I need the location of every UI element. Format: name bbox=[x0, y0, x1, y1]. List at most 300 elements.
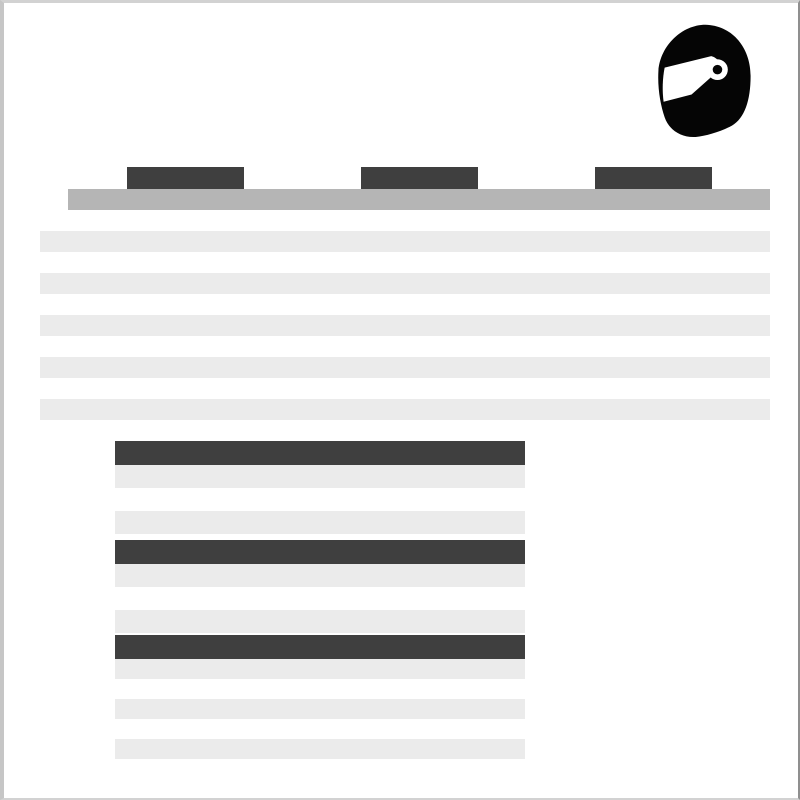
measurement-cell bbox=[185, 399, 244, 420]
helmet-value-cell bbox=[359, 679, 406, 699]
gloves-header bbox=[55, 540, 525, 564]
helmet-standard-label bbox=[55, 679, 115, 699]
measurement-cell bbox=[361, 294, 420, 315]
measurement-cell bbox=[244, 378, 303, 399]
helmet-size-cell bbox=[406, 739, 453, 759]
gloves-row bbox=[55, 564, 525, 587]
shoes-values-row bbox=[115, 511, 525, 534]
gloves-value-cell bbox=[243, 610, 307, 633]
row-label bbox=[40, 210, 68, 231]
gloves-value-cell bbox=[179, 610, 243, 633]
measurement-cell bbox=[302, 315, 361, 336]
measurement-cell bbox=[536, 252, 595, 273]
measurement-cell bbox=[361, 273, 420, 294]
measurement-cell bbox=[595, 252, 654, 273]
measurement-cell bbox=[361, 210, 420, 231]
measurement-cell bbox=[244, 357, 303, 378]
measurement-cell bbox=[361, 357, 420, 378]
measurement-cell bbox=[419, 252, 478, 273]
shoes-value-cell bbox=[279, 465, 306, 488]
measurement-cell bbox=[419, 210, 478, 231]
spacer-cell bbox=[55, 540, 115, 564]
helmet-value-cell bbox=[312, 759, 359, 779]
row-label bbox=[40, 315, 68, 336]
helmet-size-cell bbox=[312, 659, 359, 679]
measurement-cell bbox=[302, 336, 361, 357]
shoes-value-cell bbox=[252, 511, 279, 534]
helmet-sizes-grid bbox=[115, 739, 525, 759]
measurement-cell bbox=[478, 399, 537, 420]
helmet-values-row bbox=[55, 719, 525, 739]
measurement-cell bbox=[653, 231, 712, 252]
shoes-section-title bbox=[115, 441, 525, 465]
shoes-value-cell bbox=[142, 488, 169, 511]
spacer-cell bbox=[453, 759, 525, 779]
helmet-value-cell bbox=[265, 679, 312, 699]
gloves-value-cell bbox=[307, 564, 371, 587]
measurement-cell bbox=[302, 399, 361, 420]
size-group-xl bbox=[478, 167, 595, 189]
gloves-row-label bbox=[55, 587, 115, 610]
measurement-cell bbox=[185, 252, 244, 273]
size-cell bbox=[595, 189, 654, 210]
measurement-cell bbox=[536, 231, 595, 252]
measurement-cell bbox=[653, 336, 712, 357]
shoes-value-cell bbox=[279, 488, 306, 511]
size-cell bbox=[653, 189, 712, 210]
row-label bbox=[40, 273, 68, 294]
gloves-value-cell bbox=[435, 564, 499, 587]
helmet-standard-label bbox=[55, 719, 115, 739]
measurement-cell bbox=[127, 294, 186, 315]
helmet-size-cell bbox=[218, 659, 265, 679]
measurement-cell bbox=[419, 336, 478, 357]
measurement-cell bbox=[478, 357, 537, 378]
gloves-values-row bbox=[115, 610, 525, 633]
shoes-row-label bbox=[55, 465, 115, 488]
shoes-value-cell bbox=[306, 488, 333, 511]
measurement-cell bbox=[302, 231, 361, 252]
helmet-sizes-row bbox=[55, 659, 525, 679]
measurement-cell bbox=[302, 294, 361, 315]
shoes-value-cell bbox=[334, 511, 361, 534]
helmet-value-cell bbox=[359, 759, 406, 779]
shoes-value-cell bbox=[115, 465, 142, 488]
gloves-value-cell bbox=[371, 587, 435, 610]
helmet-size-cell bbox=[218, 699, 265, 719]
gloves-value-cell bbox=[179, 564, 243, 587]
measurement-cell bbox=[185, 210, 244, 231]
measurement-cell bbox=[478, 210, 537, 231]
measurement-cell bbox=[185, 378, 244, 399]
measurement-cell bbox=[361, 231, 420, 252]
measurement-cell bbox=[185, 336, 244, 357]
helmet-size-cell bbox=[265, 659, 312, 679]
row-label bbox=[40, 252, 68, 273]
measurement-cell bbox=[419, 231, 478, 252]
measurement-cell bbox=[595, 294, 654, 315]
measurement-cell bbox=[536, 294, 595, 315]
measurement-cell bbox=[595, 231, 654, 252]
size-cell bbox=[536, 189, 595, 210]
shoes-value-cell bbox=[170, 511, 197, 534]
helmet-values-grid bbox=[115, 679, 525, 699]
measurement-cell bbox=[419, 357, 478, 378]
gloves-values-row bbox=[115, 564, 525, 587]
measurement-cell bbox=[127, 210, 186, 231]
measurement-cell bbox=[361, 315, 420, 336]
helmet-size-cell bbox=[359, 659, 406, 679]
measurement-cell bbox=[127, 231, 186, 252]
measurement-cell bbox=[712, 273, 771, 294]
gloves-section-title bbox=[115, 540, 525, 564]
size-cell bbox=[478, 189, 537, 210]
measurement-cell bbox=[127, 399, 186, 420]
helmet-value-cell bbox=[171, 759, 218, 779]
shoes-size-table bbox=[55, 441, 525, 534]
measurement-cell bbox=[302, 357, 361, 378]
shoes-value-cell bbox=[142, 465, 169, 488]
measurement-cell bbox=[712, 378, 771, 399]
shoes-value-cell bbox=[306, 465, 333, 488]
measurement-cell bbox=[653, 210, 712, 231]
spacer-cell bbox=[40, 167, 127, 189]
gloves-value-cell bbox=[435, 610, 499, 633]
helmet-size-table bbox=[55, 635, 525, 779]
measurement-cell bbox=[712, 315, 771, 336]
shoes-value-cell bbox=[388, 465, 415, 488]
measurement-cell bbox=[712, 252, 771, 273]
shoes-value-cell bbox=[498, 465, 525, 488]
shoes-value-cell bbox=[334, 465, 361, 488]
row-label bbox=[40, 231, 68, 252]
row-label bbox=[40, 378, 68, 399]
measurement-cell bbox=[302, 210, 361, 231]
racing-helmet-icon bbox=[650, 22, 758, 138]
shoes-value-cell bbox=[252, 488, 279, 511]
shoes-values-row bbox=[115, 488, 525, 511]
measurement-cell bbox=[361, 378, 420, 399]
measurement-cell bbox=[653, 399, 712, 420]
measurement-cell bbox=[536, 210, 595, 231]
helmet-sizes-row bbox=[55, 739, 525, 759]
shoes-value-cell bbox=[498, 488, 525, 511]
shoes-value-cell bbox=[416, 511, 443, 534]
measurement-cell bbox=[68, 231, 127, 252]
row-label bbox=[40, 294, 68, 315]
shoes-values-row bbox=[115, 465, 525, 488]
measurement-cell bbox=[127, 315, 186, 336]
spacer-cell bbox=[453, 659, 525, 679]
measurement-cell bbox=[536, 357, 595, 378]
helmet-size-cell bbox=[171, 699, 218, 719]
measurement-row-g bbox=[40, 336, 770, 357]
measurement-cell bbox=[419, 378, 478, 399]
size-cell bbox=[419, 189, 478, 210]
measurement-cell bbox=[68, 273, 127, 294]
helmet-value-cell bbox=[171, 679, 218, 699]
measurement-cell bbox=[68, 294, 127, 315]
size-group-l bbox=[361, 167, 478, 189]
measurement-cell bbox=[68, 315, 127, 336]
spacer-cell bbox=[55, 699, 115, 719]
row-label bbox=[40, 357, 68, 378]
measurement-cell bbox=[185, 315, 244, 336]
row-label bbox=[40, 399, 68, 420]
spacer-cell bbox=[115, 699, 171, 719]
spacer-cell bbox=[499, 610, 525, 633]
helmet-size-cell bbox=[359, 739, 406, 759]
size-cell bbox=[361, 189, 420, 210]
measurement-cell bbox=[127, 357, 186, 378]
size-header-row bbox=[40, 189, 770, 210]
helmet-values-grid bbox=[115, 759, 525, 779]
shoes-value-cell bbox=[142, 511, 169, 534]
shoes-header bbox=[55, 441, 525, 465]
measurement-cell bbox=[595, 336, 654, 357]
spacer-cell bbox=[55, 739, 115, 759]
shoes-value-cell bbox=[470, 465, 497, 488]
measurement-cell bbox=[653, 378, 712, 399]
shoes-value-cell bbox=[470, 511, 497, 534]
measurement-cell bbox=[361, 399, 420, 420]
shoes-value-cell bbox=[361, 511, 388, 534]
gloves-row bbox=[55, 587, 525, 610]
helmet-value-cell bbox=[312, 679, 359, 699]
helmet-value-cell bbox=[265, 759, 312, 779]
measurement-row-e bbox=[40, 294, 770, 315]
helmet-sizes-grid bbox=[115, 699, 525, 719]
spacer-cell bbox=[499, 564, 525, 587]
helmet-size-cell bbox=[265, 699, 312, 719]
measurement-cell bbox=[68, 252, 127, 273]
spacer-cell bbox=[55, 659, 115, 679]
measurement-cell bbox=[712, 357, 771, 378]
size-group-s bbox=[127, 167, 244, 189]
measurement-cell bbox=[712, 399, 771, 420]
shoes-value-cell bbox=[416, 465, 443, 488]
measurement-row-i bbox=[40, 378, 770, 399]
measurement-cell bbox=[244, 252, 303, 273]
helmet-value-cell bbox=[218, 679, 265, 699]
measurement-cell bbox=[185, 294, 244, 315]
gloves-values-row bbox=[115, 587, 525, 610]
measurement-cell bbox=[712, 210, 771, 231]
measurement-cell bbox=[244, 399, 303, 420]
measurement-cell bbox=[68, 210, 127, 231]
helmet-value-cell bbox=[406, 759, 453, 779]
measurement-cell bbox=[68, 357, 127, 378]
measurement-cell bbox=[595, 273, 654, 294]
measurement-cell bbox=[419, 399, 478, 420]
measurement-cell bbox=[127, 273, 186, 294]
measurement-row-a bbox=[40, 210, 770, 231]
gloves-value-cell bbox=[435, 587, 499, 610]
shoes-value-cell bbox=[170, 465, 197, 488]
size-cell bbox=[712, 189, 771, 210]
measurement-cell bbox=[127, 336, 186, 357]
measurement-row-h bbox=[40, 357, 770, 378]
measurement-cell bbox=[653, 273, 712, 294]
measurement-cell bbox=[712, 294, 771, 315]
gloves-row-label bbox=[55, 564, 115, 587]
measurement-cell bbox=[185, 357, 244, 378]
shoes-value-cell bbox=[443, 511, 470, 534]
measurement-cell bbox=[419, 273, 478, 294]
helmet-value-cell bbox=[218, 719, 265, 739]
helmet-size-cell bbox=[312, 739, 359, 759]
size-cell bbox=[127, 189, 186, 210]
helmet-sizes-grid bbox=[115, 659, 525, 679]
measurement-cell bbox=[244, 315, 303, 336]
measurement-legend bbox=[537, 447, 799, 452]
measurement-cell bbox=[536, 336, 595, 357]
measurement-cell bbox=[536, 378, 595, 399]
measurement-cell bbox=[653, 357, 712, 378]
lower-size-tables bbox=[55, 441, 525, 779]
spacer-cell bbox=[453, 739, 525, 759]
shoes-row-label bbox=[55, 511, 115, 534]
helmet-value-cell bbox=[265, 719, 312, 739]
size-cell bbox=[302, 189, 361, 210]
measurement-cell bbox=[302, 378, 361, 399]
helmet-value-cell bbox=[406, 679, 453, 699]
shoes-row bbox=[55, 465, 525, 488]
measurement-cell bbox=[302, 273, 361, 294]
gloves-row bbox=[55, 610, 525, 633]
shoes-value-cell bbox=[197, 511, 224, 534]
helmet-unit-prefix bbox=[115, 759, 171, 779]
textile-size-table bbox=[40, 167, 770, 420]
spacer-cell bbox=[712, 167, 771, 189]
helmet-section-title bbox=[115, 635, 525, 659]
measurement-cell bbox=[244, 336, 303, 357]
shoes-value-cell bbox=[224, 465, 251, 488]
shoes-value-cell bbox=[252, 465, 279, 488]
shoes-value-cell bbox=[170, 488, 197, 511]
measurement-cell bbox=[478, 315, 537, 336]
helmet-value-cell bbox=[406, 719, 453, 739]
measurement-cell bbox=[653, 252, 712, 273]
shoes-value-cell bbox=[443, 488, 470, 511]
measurement-cell bbox=[302, 252, 361, 273]
measurement-row-c bbox=[40, 252, 770, 273]
spacer-cell bbox=[115, 659, 171, 679]
measurement-cell bbox=[244, 294, 303, 315]
shoes-value-cell bbox=[361, 465, 388, 488]
shoes-value-cell bbox=[334, 488, 361, 511]
gloves-value-cell bbox=[307, 610, 371, 633]
measurement-cell bbox=[536, 399, 595, 420]
row-label bbox=[40, 336, 68, 357]
gloves-value-cell bbox=[371, 610, 435, 633]
shoes-value-cell bbox=[470, 488, 497, 511]
size-cell bbox=[244, 189, 303, 210]
gloves-value-cell bbox=[243, 564, 307, 587]
shoes-value-cell bbox=[279, 511, 306, 534]
measurement-cell bbox=[478, 294, 537, 315]
shoes-row-label bbox=[55, 488, 115, 511]
measurement-cell bbox=[244, 231, 303, 252]
gloves-size-table bbox=[55, 540, 525, 633]
measurement-cell bbox=[68, 399, 127, 420]
measurement-cell bbox=[127, 378, 186, 399]
measurement-cell bbox=[536, 273, 595, 294]
gloves-value-cell bbox=[115, 564, 179, 587]
measurement-cell bbox=[595, 378, 654, 399]
shoes-value-cell bbox=[224, 511, 251, 534]
shoes-value-cell bbox=[115, 511, 142, 534]
gloves-value-cell bbox=[243, 587, 307, 610]
helmet-standard-label bbox=[55, 759, 115, 779]
measurement-cell bbox=[595, 315, 654, 336]
shoes-value-cell bbox=[197, 488, 224, 511]
shoes-value-cell bbox=[361, 488, 388, 511]
spacer-cell bbox=[453, 719, 525, 739]
shoes-row bbox=[55, 511, 525, 534]
measurement-row-f bbox=[40, 315, 770, 336]
shoes-value-cell bbox=[498, 511, 525, 534]
gloves-row-label bbox=[55, 610, 115, 633]
spacer-cell bbox=[453, 699, 525, 719]
measurement-cell bbox=[478, 231, 537, 252]
helmet-value-cell bbox=[218, 759, 265, 779]
helmet-size-cell bbox=[218, 739, 265, 759]
spacer-cell bbox=[55, 635, 115, 659]
helmet-values-grid bbox=[115, 719, 525, 739]
helmet-value-cell bbox=[359, 719, 406, 739]
measurement-cell bbox=[478, 273, 537, 294]
helmet-value-cell bbox=[171, 719, 218, 739]
measurement-cell bbox=[653, 315, 712, 336]
measurement-row-j bbox=[40, 399, 770, 420]
measurement-cell bbox=[127, 252, 186, 273]
measurement-cell bbox=[244, 210, 303, 231]
measurement-row-b bbox=[40, 231, 770, 252]
helmet-size-cell bbox=[406, 699, 453, 719]
helmet-size-cell bbox=[171, 659, 218, 679]
spacer-cell bbox=[40, 189, 68, 210]
measurement-cell bbox=[595, 210, 654, 231]
measurement-cell bbox=[595, 357, 654, 378]
gloves-value-cell bbox=[179, 587, 243, 610]
helmet-size-cell bbox=[359, 699, 406, 719]
helmet-size-cell bbox=[406, 659, 453, 679]
measurement-cell bbox=[595, 399, 654, 420]
spacer-cell bbox=[499, 587, 525, 610]
shoes-value-cell bbox=[388, 488, 415, 511]
size-group-xxl bbox=[595, 167, 712, 189]
measurement-cell bbox=[361, 252, 420, 273]
shoes-value-cell bbox=[416, 488, 443, 511]
helmet-value-cell bbox=[312, 719, 359, 739]
measurement-cell bbox=[478, 378, 537, 399]
measurement-cell bbox=[244, 273, 303, 294]
measurement-cell bbox=[478, 252, 537, 273]
helmet-values-row bbox=[55, 679, 525, 699]
helmet-sizes-row bbox=[55, 699, 525, 719]
size-cell bbox=[68, 189, 127, 210]
shoes-value-cell bbox=[197, 465, 224, 488]
measurement-cell bbox=[419, 315, 478, 336]
measurement-cell bbox=[536, 315, 595, 336]
shoes-value-cell bbox=[224, 488, 251, 511]
shoes-value-cell bbox=[443, 465, 470, 488]
shoes-row bbox=[55, 488, 525, 511]
helmet-size-cell bbox=[312, 699, 359, 719]
shoes-value-cell bbox=[115, 488, 142, 511]
measurement-cell bbox=[712, 336, 771, 357]
